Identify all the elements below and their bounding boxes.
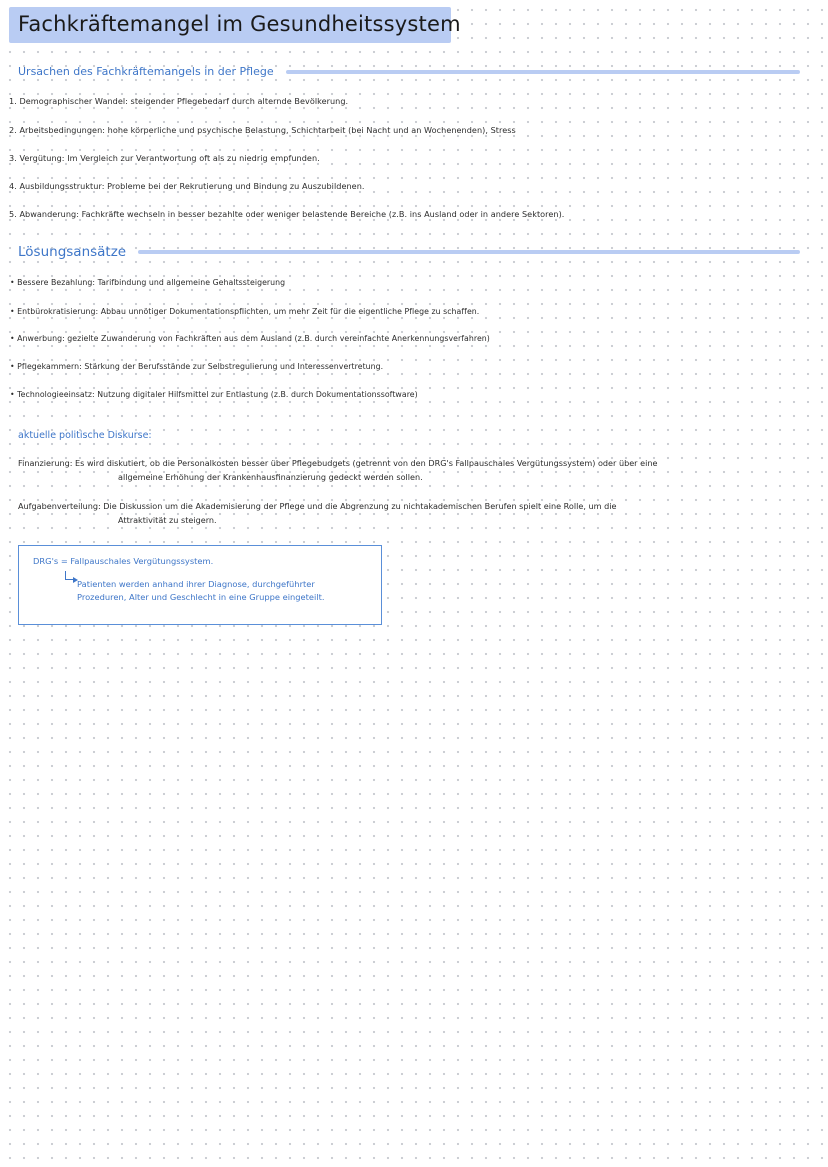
drg-info-box [18,545,382,625]
solution-item-2: • Entbürokratisierung: Abbau unnötiger Dokumentationspflichten, um mehr Zeit für die eigentliche Pflege zu schaffen. [10,307,480,316]
solution-item-3: • Anwerbung: gezielte Zuwanderung von Fachkräften aus dem Ausland (z.B. durch vereinfachte Anerkennungsverfahren) [10,334,490,343]
tasks-line-2: Attraktivität zu steigern. [118,515,217,525]
tasks-line-1: Aufgabenverteilung: Die Diskussion um die Akademisierung der Pflege und die Abgrenzung zu nichtakademischen Berufen spielt eine Rolle, um die [18,501,617,511]
heading-underline-bar [286,70,800,74]
cause-item-3: 3. Vergütung: Im Vergleich zur Verantwortung oft als zu niedrig empfunden. [9,153,320,163]
solution-item-5: • Technologieeinsatz: Nutzung digitaler Hilfsmittel zur Entlastung (z.B. durch Dokumentationssoftware) [10,390,418,399]
causes-section-heading [18,65,800,78]
drg-definition: DRG's = Fallpauschales Vergütungssystem. [33,556,214,566]
cause-item-1: 1. Demographischer Wandel: steigender Pflegebedarf durch alternde Bevölkerung. [9,96,349,106]
financing-line-1: Finanzierung: Es wird diskutiert, ob die Personalkosten besser über Pflegebudgets (getrennt von den DRG's Fallpauschales Vergütungssystem) oder über eine [18,458,658,468]
drg-detail-line-1: Patienten werden anhand ihrer Diagnose, durchgeführter [77,579,315,589]
page-title: Fachkräftemangel im Gesundheitssystem [18,12,461,36]
solution-item-1: • Bessere Bezahlung: Tarifbindung und allgemeine Gehaltssteigerung [10,278,286,287]
cause-item-5: 5. Abwanderung: Fachkräfte wechseln in besser bezahlte oder weniger belastende Bereiche (z.B. ins Ausland oder in andere Sektoren). [9,209,565,219]
cause-item-4: 4. Ausbildungsstruktur: Probleme bei der Rekrutierung und Bindung zu Auszubildenen. [9,181,365,191]
cause-item-2: 2. Arbeitsbedingungen: hohe körperliche und psychische Belastung, Schichtarbeit (bei Nacht und an Wochenenden), Stress [9,125,516,135]
heading-underline-bar [138,250,800,254]
solutions-heading-text: Lösungsansätze [18,244,127,260]
solutions-section-heading [18,244,800,260]
financing-line-2: allgemeine Erhöhung der Krankenhausfinanzierung gedeckt werden sollen. [118,472,423,482]
politics-heading: aktuelle politische Diskurse: [18,430,152,441]
causes-heading-text: Ursachen des Fachkräftemangels in der Pflege [18,65,274,78]
arrow-right-icon [65,571,74,580]
solution-item-4: • Pflegekammern: Stärkung der Berufsstände zur Selbstregulierung und Interessenvertretung. [10,362,384,371]
drg-detail-line-2: Prozeduren, Alter und Geschlecht in eine Gruppe eingeteilt. [77,592,325,602]
drg-detail [77,578,325,604]
